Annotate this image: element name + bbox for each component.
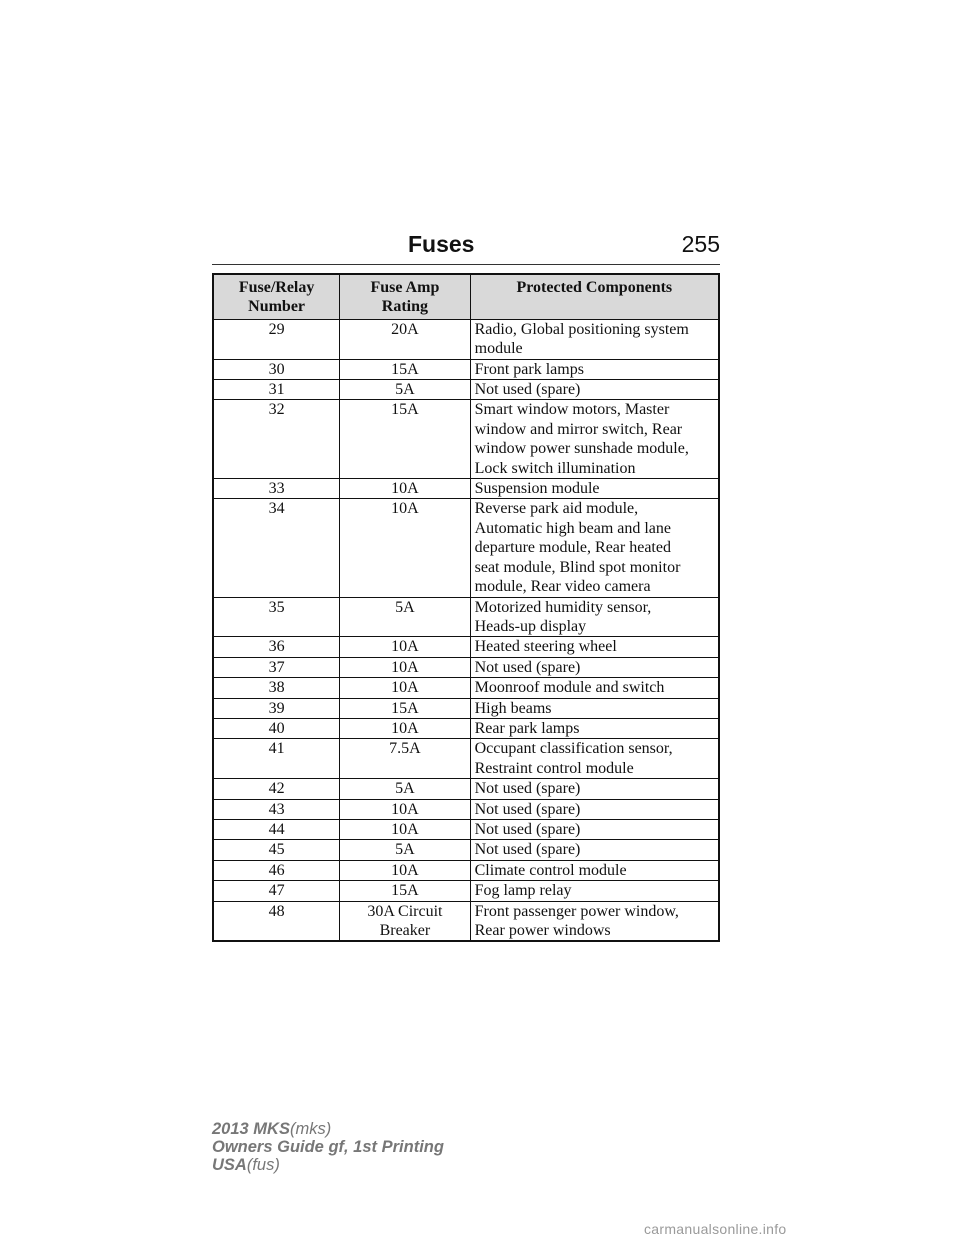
table-row: [213, 678, 719, 698]
protected-components-cell: Heated steering wheel: [470, 637, 719, 657]
amp-rating-cell: 10A: [340, 637, 470, 657]
table-row: [213, 739, 719, 779]
fuse-number-cell: 47: [213, 881, 340, 901]
protected-components-cell: Smart window motors, Master window and mirror switch, Rear window power sunshade module, Lock switch illumination: [470, 400, 719, 479]
amp-rating-cell: 15A: [340, 881, 470, 901]
protected-components-cell: Not used (spare): [470, 799, 719, 819]
table-row: [213, 901, 719, 941]
protected-components-cell: Reverse park aid module, Automatic high beam and lane departure module, Rear heated seat module, Blind spot monitor module, Rear video camera: [470, 499, 719, 597]
fuse-number-cell: 33: [213, 479, 340, 499]
footer-market-code: (fus): [246, 1156, 280, 1174]
table-row: [213, 319, 719, 359]
fuse-number-cell: 45: [213, 840, 340, 860]
watermark: carmanualsonline.info: [644, 1221, 787, 1237]
amp-rating-cell: 30A Circuit Breaker: [340, 901, 470, 941]
footer-model: 2013 MKS: [212, 1120, 290, 1138]
table-row: [213, 359, 719, 379]
protected-components-cell: Suspension module: [470, 479, 719, 499]
amp-rating-cell: 10A: [340, 819, 470, 839]
protected-components-cell: Not used (spare): [470, 657, 719, 677]
protected-components-cell: Not used (spare): [470, 819, 719, 839]
column-header-protected-components: Protected Components: [470, 274, 719, 319]
page-number: 255: [681, 231, 720, 257]
table-row: [213, 779, 719, 799]
fuse-number-cell: 46: [213, 860, 340, 880]
fuse-number-cell: 29: [213, 319, 340, 359]
table-row: [213, 400, 719, 479]
table-row: [213, 881, 719, 901]
fuse-number-cell: 34: [213, 499, 340, 597]
protected-components-cell: Moonroof module and switch: [470, 678, 719, 698]
fuse-number-cell: 39: [213, 698, 340, 718]
page-header: [212, 228, 720, 265]
amp-rating-cell: 15A: [340, 400, 470, 479]
document-footer: [212, 1120, 444, 1174]
column-header-amp-rating: Fuse Amp Rating: [340, 274, 470, 319]
table-row: [213, 637, 719, 657]
table-row: [213, 479, 719, 499]
protected-components-cell: Radio, Global positioning system module: [470, 319, 719, 359]
fuse-number-cell: 37: [213, 657, 340, 677]
protected-components-cell: Not used (spare): [470, 840, 719, 860]
protected-components-cell: Motorized humidity sensor, Heads-up display: [470, 597, 719, 637]
table-row: [213, 718, 719, 738]
amp-rating-cell: 10A: [340, 860, 470, 880]
footer-model-code: (mks): [289, 1120, 332, 1138]
amp-rating-cell: 10A: [340, 657, 470, 677]
amp-rating-cell: 20A: [340, 319, 470, 359]
table-row: [213, 799, 719, 819]
table-row: [213, 597, 719, 637]
table-row: [213, 860, 719, 880]
amp-rating-cell: 15A: [340, 359, 470, 379]
amp-rating-cell: 10A: [340, 479, 470, 499]
protected-components-cell: Fog lamp relay: [470, 881, 719, 901]
table-row: [213, 840, 719, 860]
protected-components-cell: Occupant classification sensor, Restraint control module: [470, 739, 719, 779]
fuse-number-cell: 36: [213, 637, 340, 657]
fuse-number-cell: 40: [213, 718, 340, 738]
table-row: [213, 698, 719, 718]
protected-components-cell: Not used (spare): [470, 779, 719, 799]
footer-line-market: [212, 1156, 444, 1174]
table-row: [213, 380, 719, 400]
amp-rating-cell: 15A: [340, 698, 470, 718]
footer-line-model: [212, 1120, 444, 1138]
amp-rating-cell: 5A: [340, 840, 470, 860]
section-title: Fuses: [408, 231, 475, 257]
amp-rating-cell: 10A: [340, 718, 470, 738]
protected-components-cell: High beams: [470, 698, 719, 718]
amp-rating-cell: 10A: [340, 799, 470, 819]
fuse-number-cell: 44: [213, 819, 340, 839]
fuse-number-cell: 48: [213, 901, 340, 941]
fuse-table: [212, 273, 720, 942]
footer-market: USA: [212, 1156, 247, 1174]
fuse-number-cell: 38: [213, 678, 340, 698]
amp-rating-cell: 5A: [340, 380, 470, 400]
protected-components-cell: Not used (spare): [470, 380, 719, 400]
protected-components-cell: Front passenger power window, Rear power windows: [470, 901, 719, 941]
amp-rating-cell: 7.5A: [340, 739, 470, 779]
protected-components-cell: Front park lamps: [470, 359, 719, 379]
fuse-number-cell: 31: [213, 380, 340, 400]
amp-rating-cell: 5A: [340, 597, 470, 637]
fuse-number-cell: 35: [213, 597, 340, 637]
protected-components-cell: Climate control module: [470, 860, 719, 880]
table-row: [213, 819, 719, 839]
column-header-fuse-number: Fuse/Relay Number: [213, 274, 340, 319]
table-header-row: [213, 274, 719, 319]
fuse-number-cell: 30: [213, 359, 340, 379]
table-row: [213, 499, 719, 597]
table-row: [213, 657, 719, 677]
footer-guide: Owners Guide gf, 1st Printing: [212, 1138, 444, 1156]
amp-rating-cell: 10A: [340, 678, 470, 698]
table-body: [213, 319, 719, 941]
fuse-number-cell: 41: [213, 739, 340, 779]
amp-rating-cell: 5A: [340, 779, 470, 799]
protected-components-cell: Rear park lamps: [470, 718, 719, 738]
fuse-number-cell: 42: [213, 779, 340, 799]
fuse-number-cell: 43: [213, 799, 340, 819]
fuse-number-cell: 32: [213, 400, 340, 479]
amp-rating-cell: 10A: [340, 499, 470, 597]
